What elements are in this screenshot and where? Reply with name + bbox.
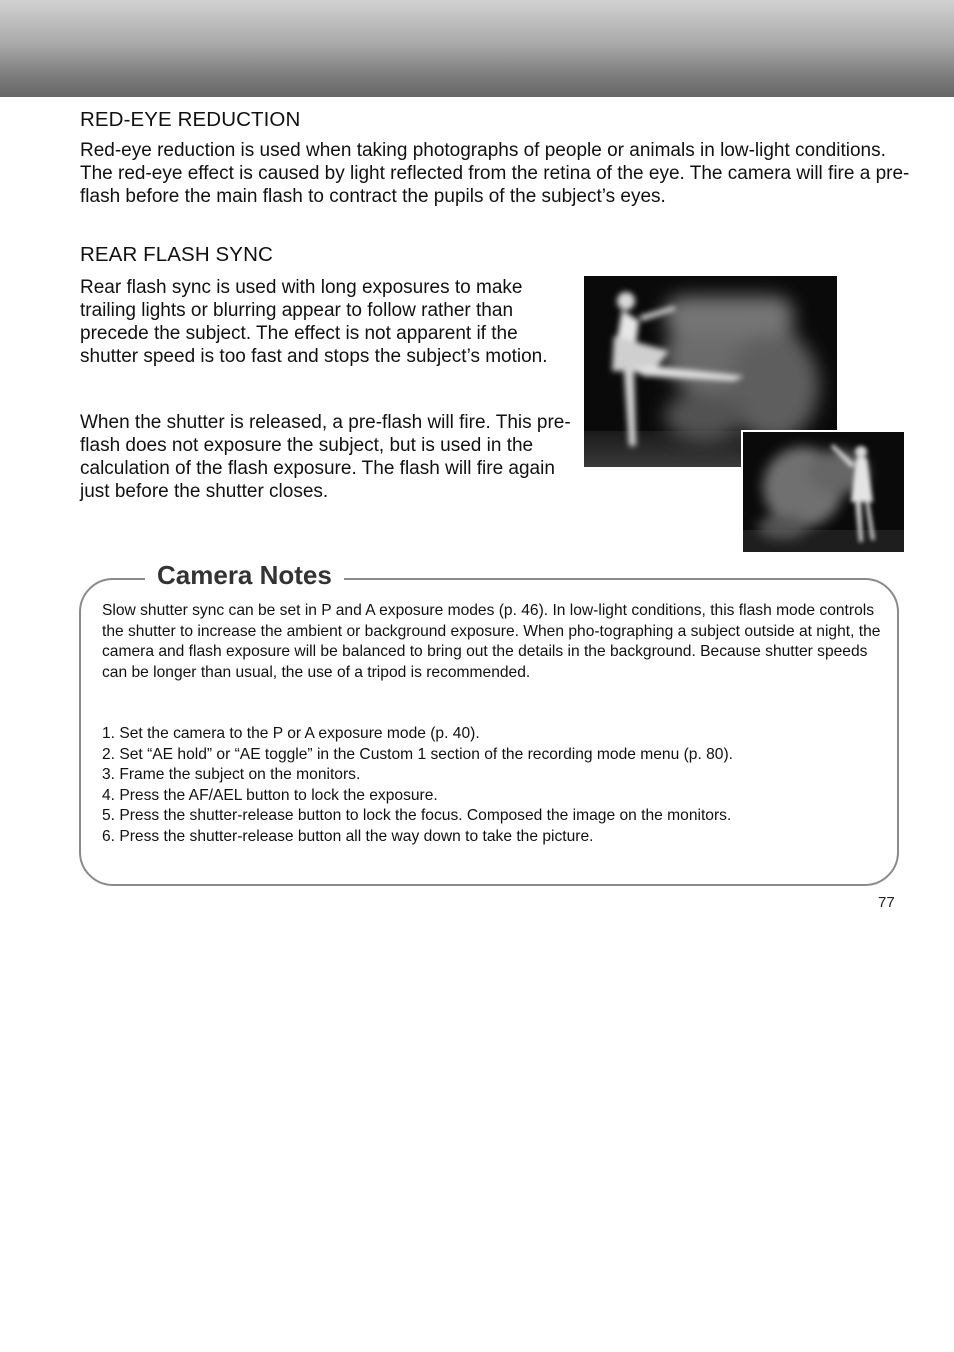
list-item: 3. Frame the subject on the monitors. xyxy=(102,766,361,784)
list-item: 1. Set the camera to the P or A exposure mode (p. 40). xyxy=(102,725,480,742)
camera-notes-steps xyxy=(102,724,882,848)
list-item: 5. Press the shutter-release button to lock the focus. Composed the image on the monitors. xyxy=(102,807,732,825)
camera-notes-title: Camera Notes xyxy=(157,560,332,590)
heading-rear-flash-sync: REAR FLASH SYNC xyxy=(80,243,273,266)
list-item: 2. Set “AE hold” or “AE toggle” in the Custom 1 section of the recording mode menu (p. 80). xyxy=(102,745,733,763)
camera-notes-intro: Slow shutter sync can be set in P and A exposure modes (p. 46). In low-light conditions, this flash mode controls the shutter to increase the ambient or background exposure. When pho-tographing a subject outside at night, the camera and flash exposure will be balanced to bring out the details in the background. Because shutter speeds can be longer than usual, the use of a tripod is recommended. xyxy=(102,602,881,681)
list-item: 6. Press the shutter-release button all the way down to take the picture. xyxy=(102,827,594,845)
page-number: 77 xyxy=(878,894,895,911)
photo-dancers-rear-sync xyxy=(741,430,904,552)
camera-notes-title-wrap xyxy=(145,558,344,592)
heading-red-eye-reduction: RED-EYE REDUCTION xyxy=(80,108,301,131)
header-band xyxy=(0,0,954,97)
paragraph-red-eye: Red-eye reduction is used when taking photographs of people or animals in low-light conditions. The red-eye effect is caused by light reflected from the retina of the eye. The camera will fire a pre-flash before the main flash to contract the pupils of the subject’s eyes. xyxy=(80,140,910,207)
list-item: 4. Press the AF/AEL button to lock the exposure. xyxy=(102,786,438,804)
paragraph-rear-flash-2: When the shutter is released, a pre-flash will fire. This pre-flash does not exposure the subject, but is used in the calculation of the flash exposure. The flash will fire again just before the shutter closes. xyxy=(80,412,571,502)
paragraph-rear-flash-1: Rear flash sync is used with long exposures to make trailing lights or blurring appear to follow rather than precede the subject. The effect is not apparent if the shutter speed is too fast and stops the subject’s motion. xyxy=(80,277,548,367)
